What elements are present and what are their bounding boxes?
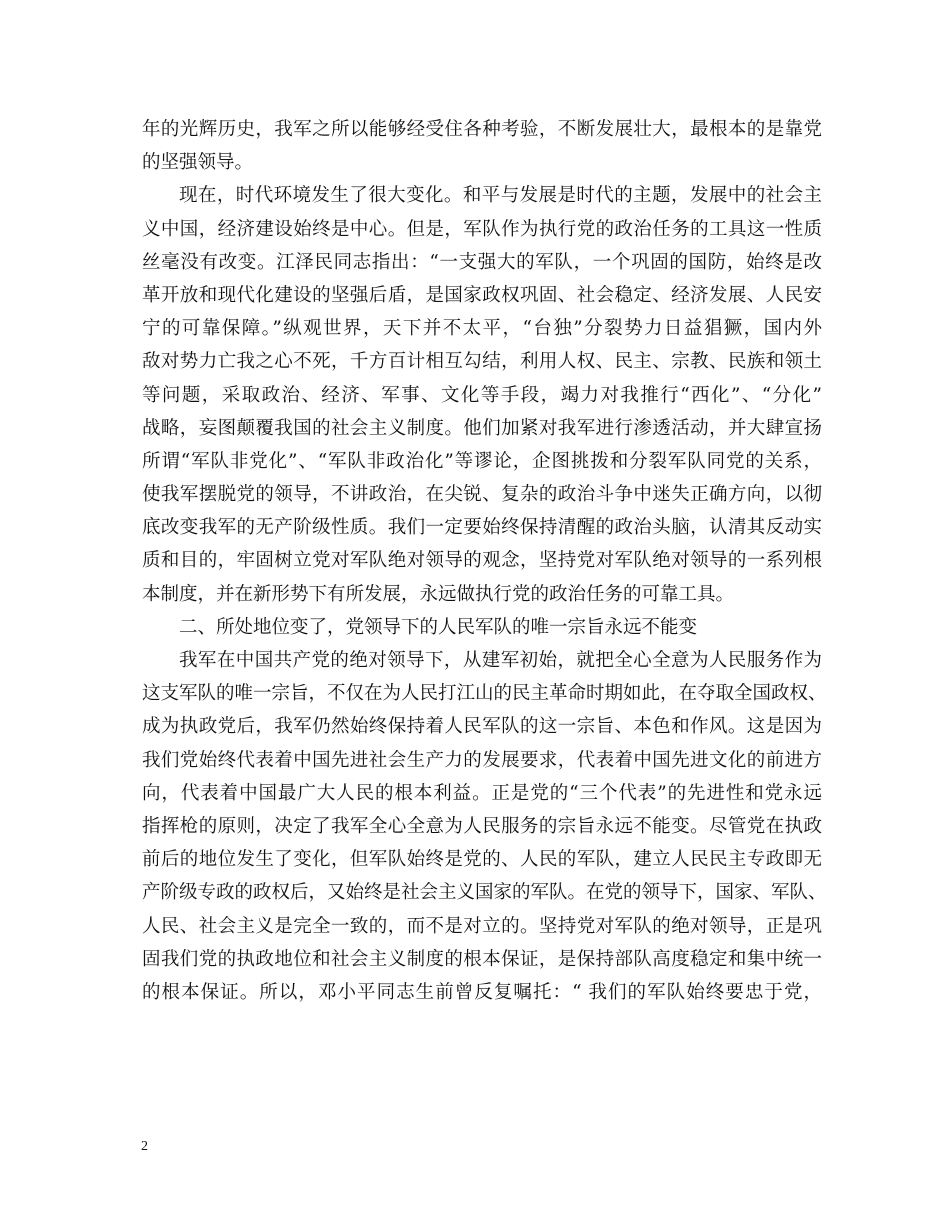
paragraph [142, 113, 822, 179]
text-line: 固我们党的执政地位和社会主义制度的根本保证，是保持部队高度稳定和集中统一 [142, 948, 822, 970]
text-line: 产阶级专政的政权后，又始终是社会主义国家的军队。在党的领导下，国家、军队、 [142, 882, 827, 904]
text-line: 战略，妄图颠覆我国的社会主义制度。他们加紧对我军进行渗透活动，并大肆宣扬 [142, 417, 822, 439]
text-line: 人民、社会主义是完全一致的，而不是对立的。坚持党对军队的绝对领导，正是巩 [142, 915, 822, 937]
text-line: 质和目的，牢固树立党对军队绝对领导的观念，坚持党对军队绝对领导的一系列根 [142, 550, 822, 572]
text-line: 敌对势力亡我之心不死，千方百计相互勾结，利用人权、民主、宗教、民族和领土 [142, 351, 822, 373]
text-line: 现在，时代环境发生了很大变化。和平与发展是时代的主题，发展中的社会主 [179, 185, 822, 207]
text-line: 的坚强领导。 [142, 152, 254, 174]
text-line: 革开放和现代化建设的坚强后盾，是国家政权巩固、社会稳定、经济发展、人民安 [142, 284, 822, 306]
text-line: 二、所处地位变了，党领导下的人民军队的唯一宗旨永远不能变 [179, 616, 698, 638]
text-line: 成为执政党后，我军仍然始终保持着人民军队的这一宗旨、本色和作风。这是因为 [142, 716, 822, 738]
text-line: 宁的可靠保障。”纵观世界，天下并不太平，“台独”分裂势力日益猖獗，国内外 [142, 318, 822, 340]
text-line: 丝毫没有改变。江泽民同志指出：“一支强大的军队，一个巩固的国防，始终是改 [142, 251, 822, 273]
text-line: 使我军摆脱党的领导，不讲政治，在尖锐、复杂的政治斗争中迷失正确方向，以彻 [142, 484, 822, 506]
text-line: 向，代表着中国最广大人民的根本利益。正是党的“三个代表”的先进性和党永远 [142, 782, 822, 804]
text-line: 所谓“军队非党化”、“军队非政治化”等谬论，企图挑拨和分裂军队同党的关系， [142, 450, 822, 472]
text-line: 这支军队的唯一宗旨，不仅在为人民打江山的民主革命时期如此，在夺取全国政权、 [142, 683, 827, 705]
text-line: 我军在中国共产党的绝对领导下，从建军初始，就把全心全意为人民服务作为 [179, 650, 822, 671]
document-body [142, 113, 827, 1009]
paragraph [142, 611, 822, 644]
page-number: 2 [141, 1139, 148, 1154]
text-line: 我们党始终代表着中国先进社会生产力的发展要求，代表着中国先进文化的前进方 [142, 749, 822, 771]
text-line: 底改变我军的无产阶级性质。我们一定要始终保持清醒的政治头脑，认清其反动实 [142, 517, 822, 539]
paragraph [142, 179, 822, 610]
text-line: 等问题，采取政治、经济、军事、文化等手段，竭力对我推行“西化”、“分化” [142, 384, 822, 406]
text-line: 年的光辉历史，我军之所以能够经受住各种考验，不断发展壮大，最根本的是靠党 [142, 119, 822, 140]
text-line: 指挥枪的原则，决定了我军全心全意为人民服务的宗旨永远不能变。尽管党在执政 [142, 815, 822, 837]
text-line: 前后的地位发生了变化，但军队始终是党的、人民的军队，建立人民民主专政即无 [142, 849, 822, 871]
text-line: 的根本保证。所以，邓小平同志生前曾反复嘱托：“ 我们的军队始终要忠于党， [142, 981, 822, 1003]
paragraph [142, 644, 827, 1009]
text-line: 本制度，并在新形势下有所发展，永远做执行党的政治任务的可靠工具。 [142, 583, 735, 605]
text-line: 义中国，经济建设始终是中心。但是，军队作为执行党的政治任务的工具这一性质 [142, 218, 822, 240]
